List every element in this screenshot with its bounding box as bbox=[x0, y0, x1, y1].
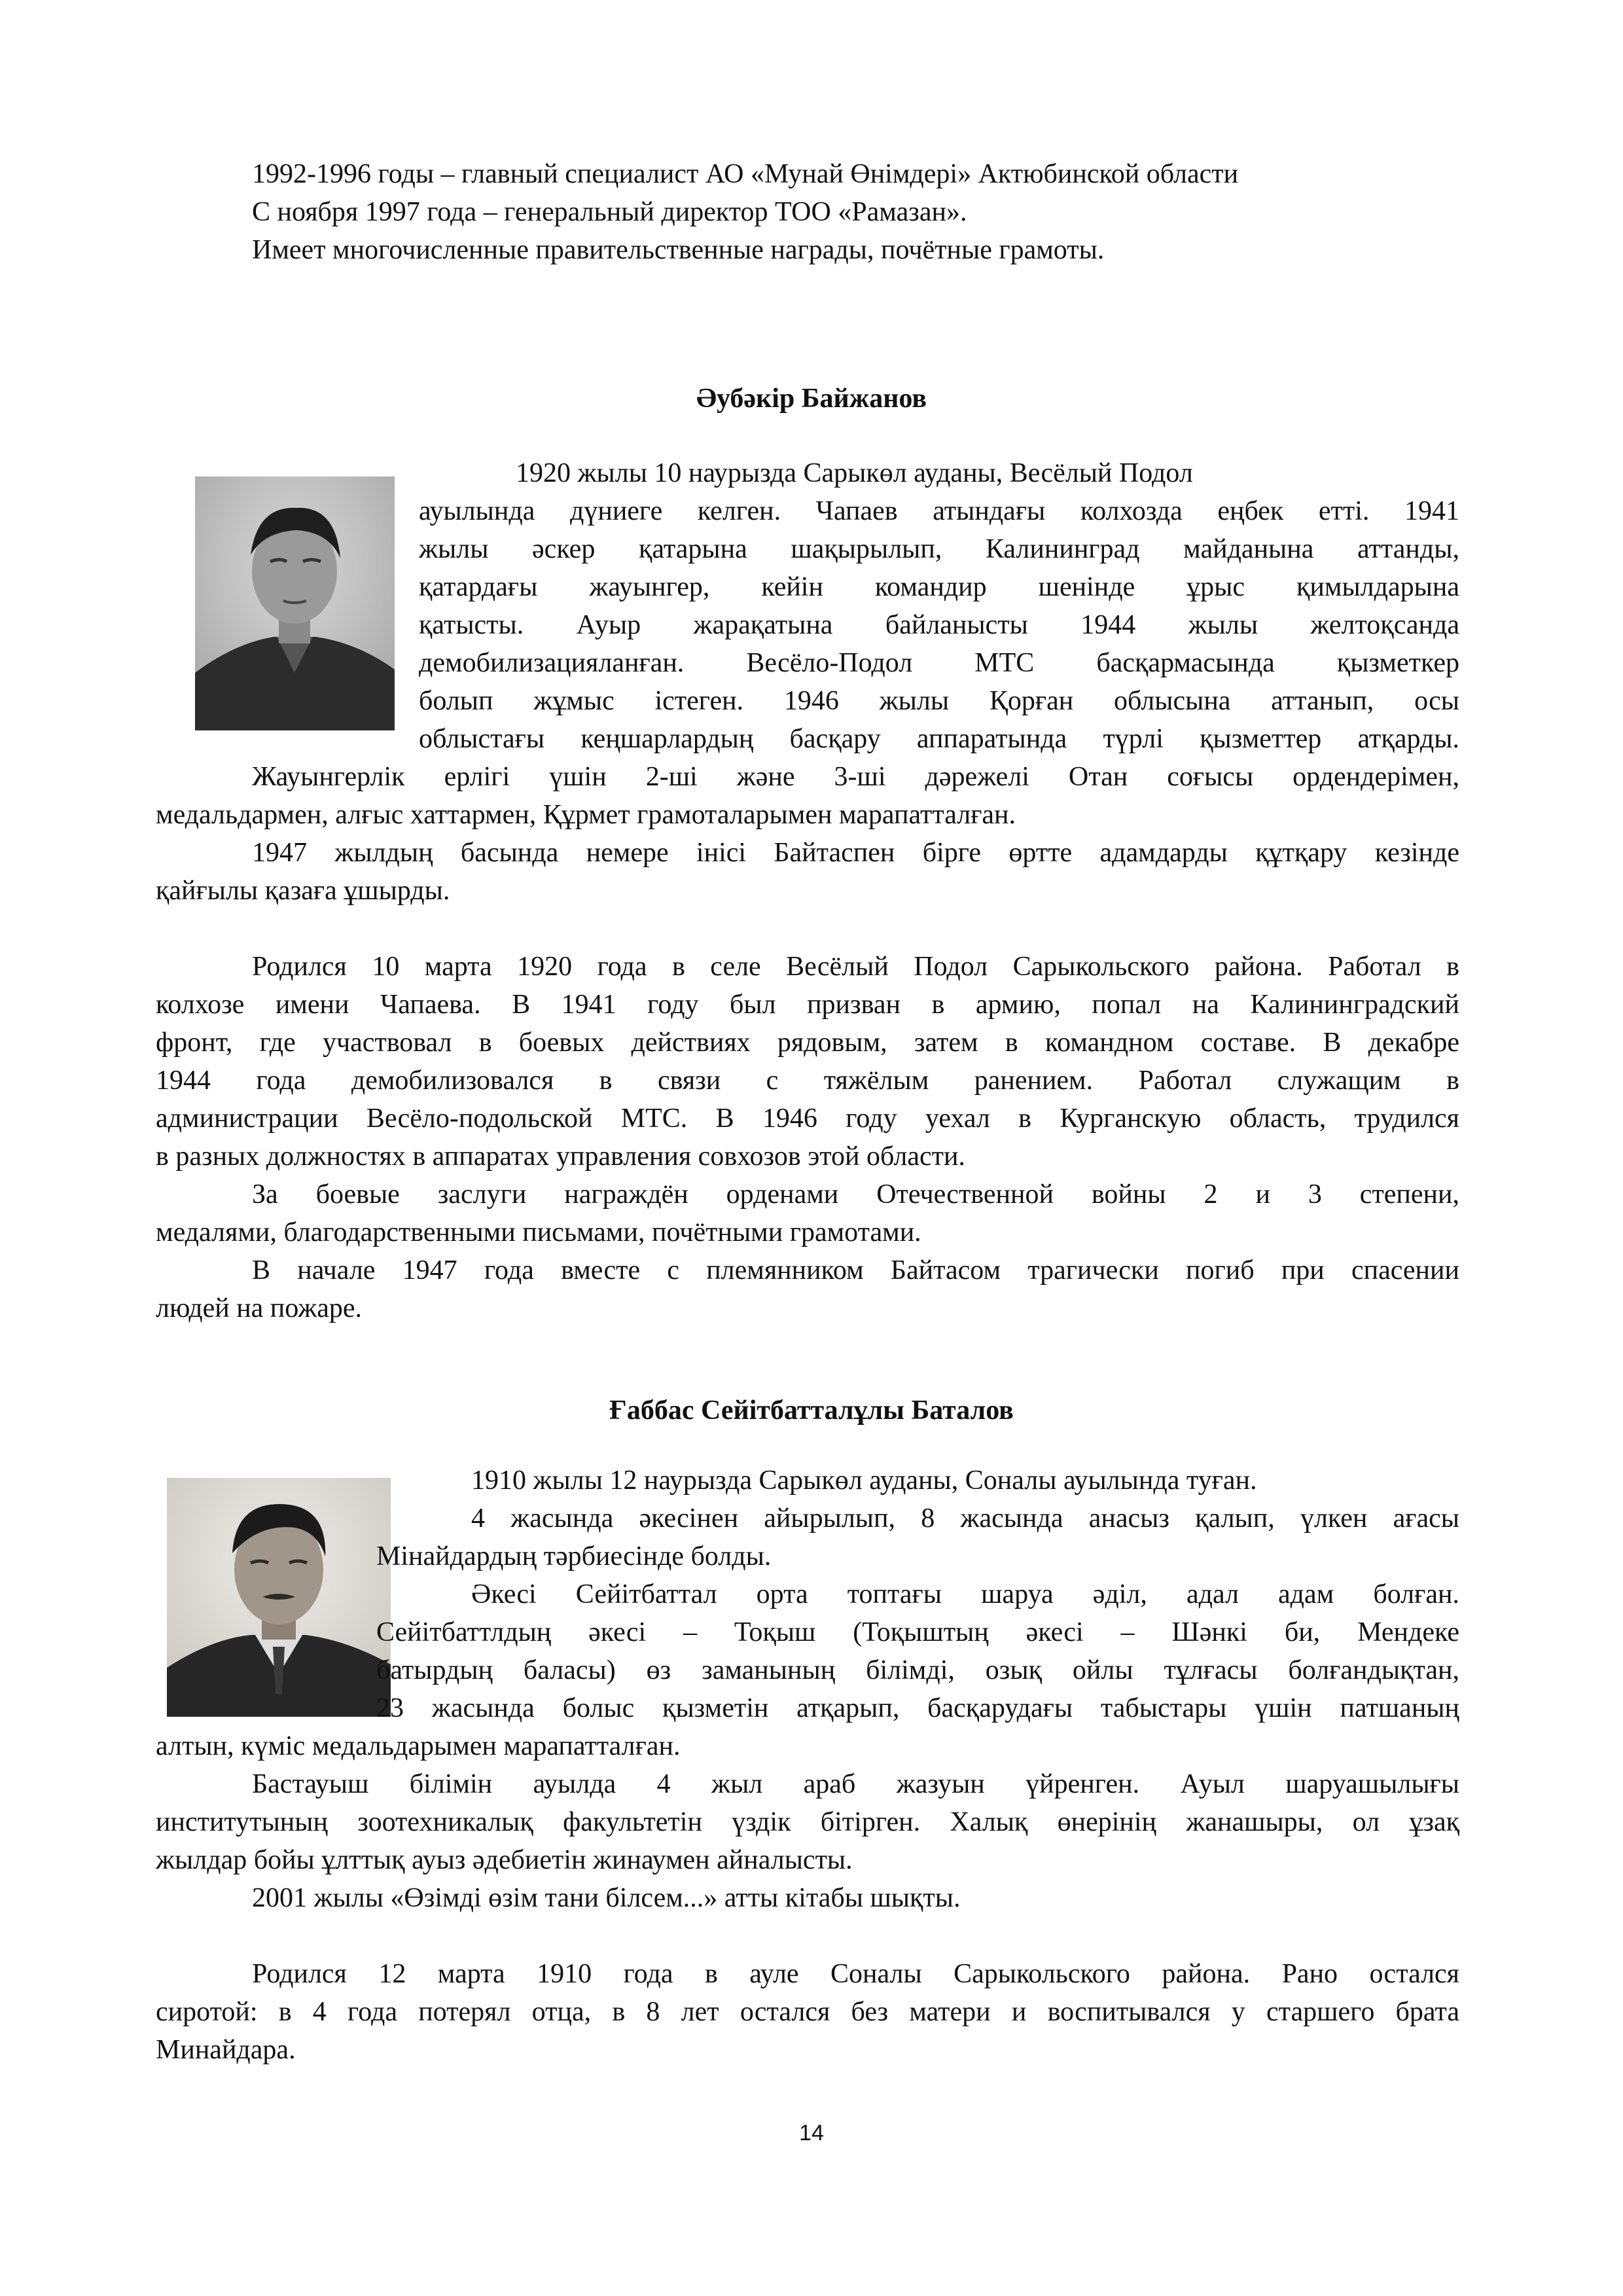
person1-kz-line: ауылында дүниеге келген. Чапаев атындағы колхозда еңбек етті. 1941 bbox=[419, 496, 1459, 526]
person1-kz-p3-line1: 1947 жылдың басында немере інісі Байтаспен бірге өртте адамдарды құтқару кезінде bbox=[252, 838, 1459, 868]
intro-line-3: Имеет многочисленные правительственные награды, почётные грамоты. bbox=[252, 235, 1105, 265]
person2-kz-line: 1910 жылы 12 наурызда Сарыкөл ауданы, Соналы ауылында туған. bbox=[471, 1465, 1257, 1496]
person1-ru-line: Родился 10 марта 1920 года в селе Весёлый Подол Сарыкольского района. Работал в bbox=[252, 952, 1459, 982]
intro-line-2: С ноября 1997 года – генеральный директор ТОО «Рамазан». bbox=[252, 197, 967, 227]
person2-kz-line: 2001 жылы «Өзімді өзім тани білсем...» атты кітабы шықты. bbox=[252, 1883, 961, 1913]
person2-ru-line: Родился 12 марта 1910 года в ауле Соналы Сарыкольского района. Рано остался bbox=[252, 1959, 1459, 1989]
person1-ru-p3-line2: людей на пожаре. bbox=[156, 1293, 363, 1323]
person1-ru-p3-line1: В начале 1947 года вместе с племянником Байтасом трагически погиб при спасении bbox=[252, 1255, 1459, 1285]
person1-kz-line: жылы әскер қатарына шақырылып, Калининград майданына аттанды, bbox=[419, 534, 1459, 564]
person2-kz-line: 4 жасында әкесінен айырылып, 8 жасында анасыз қалып, үлкен ағасы bbox=[471, 1503, 1459, 1534]
person1-kz-line: қатысты. Ауыр жарақатына байланысты 1944 жылы желтоқсанда bbox=[419, 610, 1459, 640]
person2-kz-line: Әкесі Сейітбаттал орта топтағы шаруа әділ, адал адам болған. bbox=[471, 1579, 1459, 1609]
person2-kz-line: алтын, күміс медальдарымен марапатталған. bbox=[156, 1731, 681, 1761]
person1-kz-line: облыстағы кеңшарлардың басқару аппаратында түрлі қызметтер атқарды. bbox=[419, 724, 1459, 754]
person1-ru-line: колхозе имени Чапаева. В 1941 году был призван в армию, попал на Калининградский bbox=[156, 990, 1459, 1020]
person1-ru-line: 1944 года демобилизовался в связи с тяжёлым ранением. Работал служащим в bbox=[156, 1066, 1459, 1096]
person2-name-heading: Ғаббас Сейітбатталұлы Баталов bbox=[609, 1395, 1014, 1426]
person2-kz-line: жылдар бойы ұлттық ауыз әдебиетін жинаумен айналысты. bbox=[156, 1845, 853, 1875]
person1-ru-p2-line1: За боевые заслуги награждён орденами Отечественной войны 2 и 3 степени, bbox=[252, 1179, 1459, 1210]
person1-kz-p2-line2: медальдармен, алғыс хаттармен, Құрмет грамоталарымен марапатталған. bbox=[156, 800, 1016, 830]
person2-kz-line: Сейітбаттлдың әкесі – Тоқыш (Тоқыштың әкесі – Шәнкі би, Мендеке bbox=[376, 1617, 1459, 1647]
person1-kz-p2-line1: Жауынгерлік ерлігі үшін 2-ші және 3-ші дәрежелі Отан соғысы ордендерімен, bbox=[252, 762, 1459, 792]
person1-ru-line-last: в разных должностях в аппаратах управления совхозов этой области. bbox=[156, 1141, 965, 1172]
person1-kz-line: қатардағы жауынгер, кейін командир шенінде ұрыс қимылдарына bbox=[419, 572, 1459, 602]
person2-kz-line: Мінайдардың тәрбиесінде болды. bbox=[376, 1541, 772, 1571]
person1-kz-line: 1920 жылы 10 наурызда Сарыкөл ауданы, Весёлый Подол bbox=[516, 458, 1193, 488]
person1-ru-line: администрации Весёло-подольской МТС. В 1946 году уехал в Курганскую область, трудился bbox=[156, 1103, 1459, 1134]
person2-kz-line: батырдың баласы) өз заманының білімді, озық ойлы тұлғасы болғандықтан, bbox=[376, 1655, 1459, 1685]
person1-kz-line: демобилизацияланған. Весёло-Подол МТС басқармасында қызметкер bbox=[419, 648, 1459, 678]
person1-ru-line: фронт, где участвовал в боевых действиях рядовым, затем в командном составе. В декабре bbox=[156, 1028, 1459, 1058]
person1-portrait bbox=[195, 476, 395, 730]
person1-kz-p3-line2: қайғылы қазаға ұшырды. bbox=[156, 876, 450, 906]
intro-line-1: 1992-1996 годы – главный специалист АО «Мунай Өнімдері» Актюбинской области bbox=[252, 159, 1239, 189]
person1-ru-p2-line2: медалями, благодарственными письмами, почётными грамотами. bbox=[156, 1217, 921, 1247]
person1-kz-line: болып жұмыс істеген. 1946 жылы Қорған облысына аттанып, осы bbox=[419, 686, 1459, 716]
page-number: 14 bbox=[799, 2121, 824, 2145]
person1-name-heading: Әубәкір Байжанов bbox=[696, 384, 927, 414]
person2-kz-line: институтының зоотехникалық факультетін үздік бітірген. Халық өнерінің жанашыры, ол ұзақ bbox=[156, 1807, 1459, 1837]
person2-portrait bbox=[167, 1478, 391, 1717]
person2-kz-line: Бастауыш білімін ауылда 4 жыл араб жазуын үйренген. Ауыл шаруашылығы bbox=[252, 1769, 1459, 1799]
person2-ru-line: Минайдара. bbox=[156, 2035, 296, 2065]
person2-kz-line: 23 жасында болыс қызметін атқарып, басқарудағы табыстары үшін патшаның bbox=[376, 1693, 1459, 1723]
person2-ru-line: сиротой: в 4 года потерял отца, в 8 лет остался без матери и воспитывался у старшего брата bbox=[156, 1997, 1459, 2027]
